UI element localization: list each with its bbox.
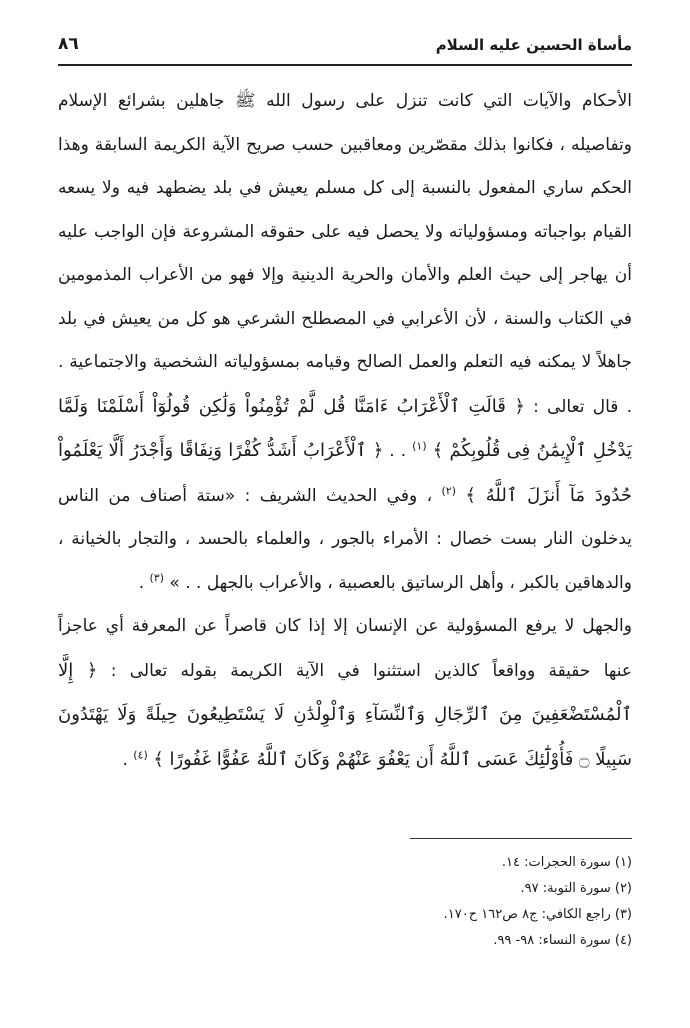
paragraph-2-text: والجهل لا يرفع المسؤولية عن الإنسان إلا إذا كان قاصراً عن المعرفة أي عاجزاً عنها حقيقة وواقعاً كالذين استثنوا في الآية الكريمة بقوله تعالى : xyxy=(58,616,632,681)
footnote-1: (١) سورة الحجرات: ١٤. xyxy=(501,855,632,870)
footnotes xyxy=(58,850,632,954)
quran-verse-2: ﴿ ٱلْأَعْرَابُ أَشَدُّ كُفْرًا وَنِفَاقًا وَأَجْدَرُ أَلَّا يَعْلَمُواْ حُدُودَ مَآ أَنزَلَ ٱللَّهُ ﴾ xyxy=(58,440,632,506)
paragraph-2 xyxy=(58,605,632,782)
separator: . . xyxy=(383,441,413,461)
footnote-3: (٣) راجع الكافي: ج٨ ص١٦٢ ح١٧٠. xyxy=(443,907,632,922)
footnote-ref-4: (٤) xyxy=(133,747,148,761)
running-title: مأساة الحسين عليه السلام xyxy=(435,36,632,54)
paragraph-1-end: . xyxy=(138,572,150,593)
page-header xyxy=(58,30,632,60)
main-text xyxy=(58,80,632,782)
paragraph-1 xyxy=(58,80,632,605)
paragraph-2-end: . xyxy=(122,749,134,770)
page-number: ٨٦ xyxy=(58,34,79,54)
hadith-text: ، وفي الحديث الشريف : «ستة أصناف من الناس يدخلون النار بست خصال : الأمراء بالجور ، والعلماء بالحسد ، والتجار بالخيانة ، والدهاقين بالكبر ، وأهل الرساتيق بالعصبية ، والأعراب بالجهل . . » xyxy=(58,485,632,593)
quran-verse-3: ﴿ إِلَّا ٱلْمُسْتَضْعَفِينَ مِنَ ٱلرِّجَالِ وَٱلنِّسَآءِ وَٱلْوِلْدَٰنِ لَا يَسْتَطِيعُونَ حِيلَةً وَلَا يَهْتَدُونَ سَبِيلًا ۝ فَأُوْلَٰٓئِكَ عَسَى ٱللَّهُ أَن يَعْفُوَ عَنْهُمْ وَكَانَ ٱللَّهُ عَفُوًّا غَفُورًا ﴾ xyxy=(58,659,632,770)
footnote-ref-3: (٣) xyxy=(149,570,165,584)
footnote-ref-2: (٢) xyxy=(441,483,456,497)
footnote-4: (٤) سورة النساء: ٩٨- ٩٩. xyxy=(493,933,632,948)
header-divider xyxy=(58,64,632,66)
footnote-2: (٢) سورة التوبة: ٩٧. xyxy=(520,881,632,896)
quran-verse-1: ﴿ قَالَتِ ٱلْأَعْرَابُ ءَامَنَّا قُل لَّمْ تُؤْمِنُواْ وَلَٰكِن قُولُوٓاْ أَسْلَمْنَا وَلَمَّا يَدْخُلِ ٱلْإِيمَٰنُ فِى قُلُوبِكُمْ ﴾ xyxy=(58,395,633,461)
footnote-divider xyxy=(410,838,632,839)
footnote-ref-1: (١) xyxy=(412,439,427,453)
paragraph-1-text: الأحكام والآيات التي كانت تنزل على رسول الله ﷺ جاهلين بشرائع الإسلام وتفاصيله ، فكانوا بذلك مقصّرين ومعاقبين حسب صريح الآية الكريمة السابقة وهذا الحكم ساري المفعول بالنسبة إلى كل مسلم يعيش في بلد يضطهد فيه ولا يسعه القيام بواجباته ومسؤولياته ولا يحصل فيه على حقوقه المشروعة فإن الواجب عليه أن يهاجر إلى حيث العلم والأمان والحرية الدينية وإلا فهو من الأعراب المذمومين في الكتاب والسنة ، لأن الأعرابي في المصطلح الشرعي هو كل من يعيش في بلد جاهلاً لا يمكنه فيه التعلم والعمل الصالح وقيامه بمسؤولياته الشخصية والاجتماعية . . قال تعالى : xyxy=(58,91,632,417)
